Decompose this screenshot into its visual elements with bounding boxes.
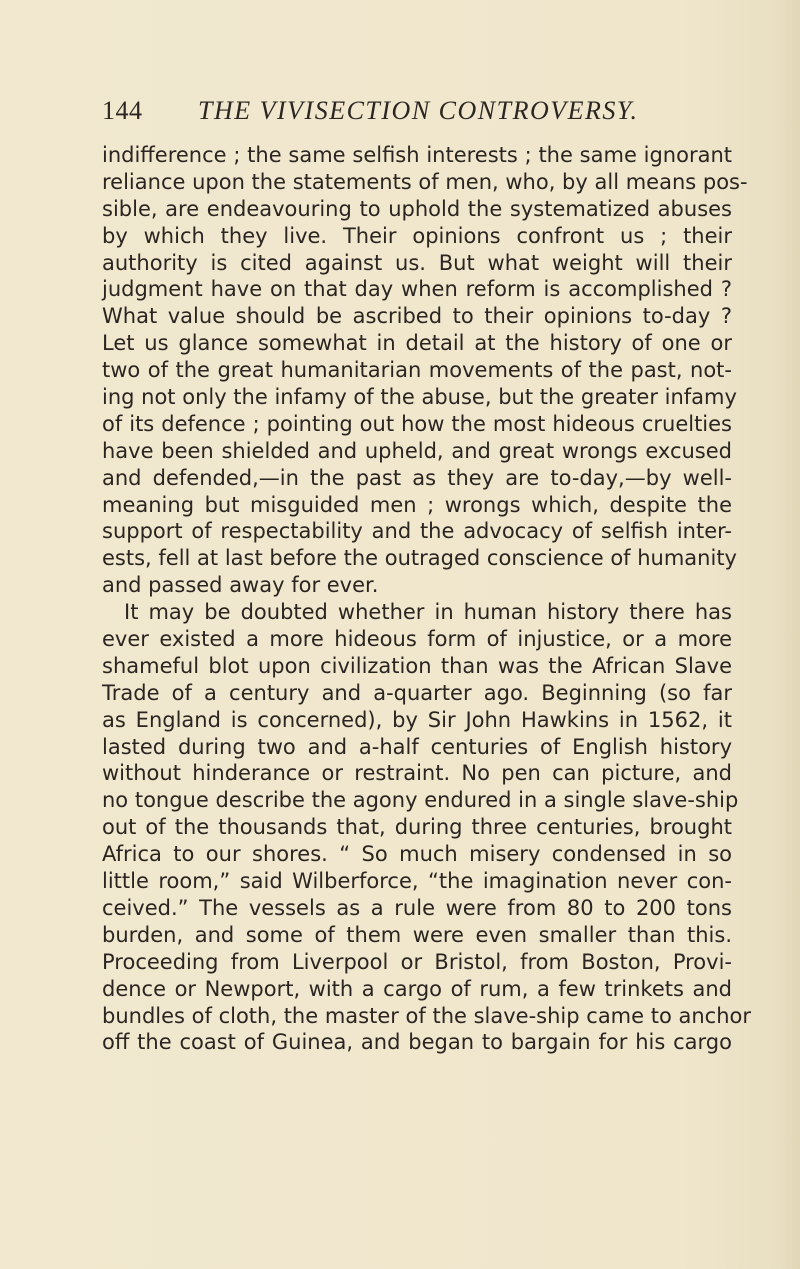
page-number: 144: [102, 96, 143, 125]
text-line: without hinderance or restraint. No pen can picture, and: [102, 761, 732, 786]
text-line: shameful blot upon civilization than was the African Slave: [102, 653, 732, 678]
text-line: judgment have on that day when reform is accomplished ?: [102, 277, 732, 302]
text-line: two of the great humanitarian movements of the past, not-: [102, 358, 732, 383]
text-line: no tongue describe the agony endured in a single slave-ship: [102, 788, 739, 813]
text-line: ever existed a more hideous form of injustice, or a more: [102, 627, 732, 652]
text-line: bundles of cloth, the master of the slave-ship came to anchor: [102, 1003, 752, 1028]
text-line: reliance upon the statements of men, who, by all means pos-: [102, 169, 748, 194]
text-line: Trade of a century and a-quarter ago. Beginning (so far: [102, 680, 732, 705]
text-line: What value should be ascribed to their opinions to-day ?: [102, 304, 732, 329]
text-line: by which they live. Their opinions confront us ; their: [102, 223, 732, 248]
text-line: Proceeding from Liverpool or Bristol, from Boston, Provi-: [102, 949, 732, 974]
text-line: lasted during two and a-half centuries of English history: [102, 734, 732, 759]
text-line: as England is concerned), by Sir John Hawkins in 1562, it: [102, 707, 732, 732]
text-line: off the coast of Guinea, and began to bargain for his cargo: [102, 1030, 732, 1055]
text-line: ceived.” The vessels as a rule were from 80 to 200 tons: [102, 895, 732, 920]
text-line: authority is cited against us. But what weight will their: [102, 250, 732, 275]
text-line: and passed away for ever.: [102, 573, 379, 598]
paragraph-1: [102, 142, 748, 599]
text-line: have been shielded and upheld, and great wrongs excused: [102, 438, 732, 463]
text-line: ing not only the infamy of the abuse, but the greater infamy: [102, 385, 737, 410]
text-line: burden, and some of them were even smaller than this.: [102, 922, 732, 947]
text-line: little room,” said Wilberforce, “the imagination never con-: [102, 869, 732, 894]
text-line: dence or Newport, with a cargo of rum, a few trinkets and: [102, 976, 732, 1001]
text-line: support of respectability and the advocacy of selfish inter-: [102, 519, 732, 544]
page-header: [102, 96, 722, 136]
text-line: It may be doubted whether in human history there has: [124, 600, 732, 625]
running-head: THE VIVISECTION CONTROVERSY.: [198, 96, 639, 125]
text-line: ests, fell at last before the outraged conscience of humanity: [102, 546, 737, 571]
body-text: [102, 142, 752, 1056]
text-line: indifference ; the same selfish interests ; the same ignorant: [102, 143, 732, 167]
text-line: sible, are endeavouring to uphold the systematized abuses: [102, 196, 732, 221]
text-line: Africa to our shores. “ So much misery condensed in so: [102, 842, 732, 867]
text-line: Let us glance somewhat in detail at the history of one or: [102, 331, 732, 356]
text-line: and defended,—in the past as they are to-day,—by well-: [102, 465, 732, 490]
paragraph-2: [102, 599, 752, 1056]
text-line: meaning but misguided men ; wrongs which, despite the: [102, 492, 732, 517]
text-line: out of the thousands that, during three centuries, brought: [102, 815, 732, 840]
text-line: of its defence ; pointing out how the most hideous cruelties: [102, 411, 732, 436]
